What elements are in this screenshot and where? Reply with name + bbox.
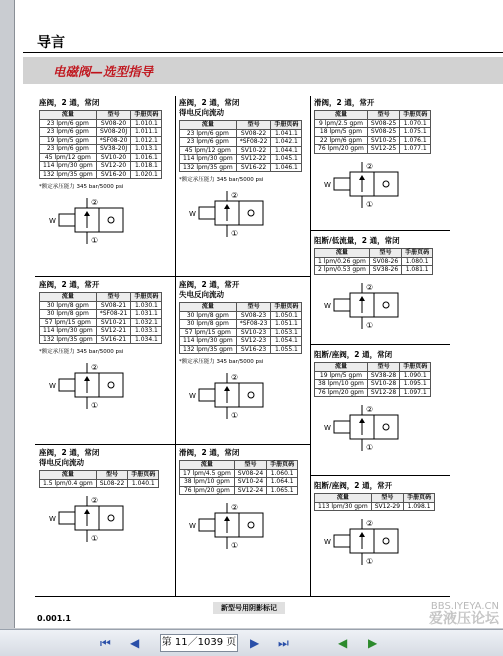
column-header: 型号 xyxy=(236,303,271,312)
table-cell: 1.090.1 xyxy=(400,371,431,380)
table-cell: SV16-22 xyxy=(236,163,271,172)
column-header: 型号 xyxy=(367,111,399,120)
grid-divider xyxy=(35,276,310,277)
table-row xyxy=(315,128,431,137)
table-row xyxy=(315,145,431,154)
valve-panel xyxy=(314,350,431,453)
port-2-label: ② xyxy=(91,198,99,207)
table-row xyxy=(180,345,302,354)
column-header: 流量 xyxy=(40,471,97,480)
column-header: 手册页码 xyxy=(128,471,159,480)
table-cell: SV12-25 xyxy=(367,145,399,154)
column-header: 手册页码 xyxy=(400,363,431,372)
table-row xyxy=(180,337,302,346)
table-cell: 23 lpm/6 gpm xyxy=(180,138,237,147)
port-1-label: ① xyxy=(366,320,374,330)
table-cell: SV38-20J xyxy=(96,145,131,154)
table-cell: 113 lpm/30 gpm xyxy=(315,502,372,511)
watermark-text: 爱液压论坛 xyxy=(429,611,499,627)
column-header: 流量 xyxy=(40,111,97,120)
table-cell: 1.013.1 xyxy=(131,145,162,154)
table-cell: 23 lpm/6 gpm xyxy=(40,119,97,128)
table-row xyxy=(40,170,162,179)
table-row xyxy=(40,318,162,327)
table-row xyxy=(315,257,433,266)
page-code: 0.001.1 xyxy=(37,614,71,623)
column-header: 流量 xyxy=(40,293,97,302)
table-cell: SV08-23 xyxy=(236,311,271,320)
panel-caption: 阻断/低流量，2 通，常闭 xyxy=(314,236,400,245)
page-number-field[interactable]: 第 11／1039 页 xyxy=(160,634,238,652)
table-cell: 19 lpm/5 gpm xyxy=(315,371,368,380)
port-1-label: ① xyxy=(91,534,99,543)
table-row xyxy=(315,136,431,145)
valve-symbol-icon xyxy=(322,160,402,210)
model-table xyxy=(179,302,302,354)
column-header: 型号 xyxy=(236,121,271,130)
column-header: 流量 xyxy=(315,494,372,503)
table-cell: SV38-28 xyxy=(367,371,399,380)
table-cell: 1.051.1 xyxy=(271,320,302,329)
table-cell: *SF08-21 xyxy=(96,310,131,319)
grid-divider xyxy=(310,96,311,596)
panel-caption: 座阀，2 通，常开 xyxy=(39,280,100,289)
grid-divider xyxy=(310,475,450,476)
table-cell: 132 lpm/35 gpm xyxy=(40,170,97,179)
port-2-label: ② xyxy=(91,496,99,505)
model-table xyxy=(39,470,159,488)
table-cell: SL08-22 xyxy=(96,479,128,488)
column-header: 手册页码 xyxy=(400,111,431,120)
table-row xyxy=(315,119,431,128)
column-header: 手册页码 xyxy=(404,494,435,503)
panel-caption: 座阀，2 通，常开 xyxy=(179,280,240,289)
coil-label: W xyxy=(49,515,56,523)
table-cell: 1.044.1 xyxy=(271,146,302,155)
port-2-label: ② xyxy=(91,363,99,372)
coil-label: W xyxy=(324,538,331,546)
model-table xyxy=(314,493,435,511)
section-banner xyxy=(23,57,503,84)
table-cell: SV12-22 xyxy=(236,155,271,164)
table-cell: 1.053.1 xyxy=(271,328,302,337)
table-cell: 22 lpm/6 gpm xyxy=(315,136,368,145)
valve-panel xyxy=(314,481,435,567)
port-1-label: ① xyxy=(91,236,99,245)
table-cell: SV08-24 xyxy=(234,469,266,478)
table-cell: 30 lpm/8 gpm xyxy=(40,310,97,319)
grid-divider xyxy=(310,230,450,231)
rating-note: *额定承压能力 345 bar/5000 psi xyxy=(179,359,264,365)
coil-label: W xyxy=(324,180,331,189)
port-2-label: ② xyxy=(366,519,374,528)
table-cell: 132 lpm/35 gpm xyxy=(40,335,97,344)
table-cell: SV10-28 xyxy=(367,380,399,389)
table-row xyxy=(180,478,298,487)
pdf-toolbar xyxy=(0,629,503,656)
table-cell: 1.010.1 xyxy=(131,119,162,128)
table-cell: 2 lpm/0.53 gpm xyxy=(315,266,370,275)
table-cell: 1.080.1 xyxy=(402,257,433,266)
table-cell: 19 lpm/5 gpm xyxy=(40,136,97,145)
watermark-url: BBS.IYEYA.CN xyxy=(430,601,499,612)
table-cell: 1.012.1 xyxy=(131,136,162,145)
grid-divider xyxy=(175,96,176,596)
table-cell: 45 lpm/12 gpm xyxy=(40,153,97,162)
panel-caption: 滑阀，2 通，常开 xyxy=(314,98,375,107)
back-icon[interactable]: ◀ xyxy=(338,636,348,650)
table-cell: 1.045.1 xyxy=(271,155,302,164)
table-cell: 1.042.1 xyxy=(271,138,302,147)
table-cell: SV08-22 xyxy=(236,129,271,138)
table-row xyxy=(315,371,431,380)
table-row xyxy=(180,129,302,138)
column-header: 手册页码 xyxy=(267,461,298,470)
table-cell: 23 lpm/6 gpm xyxy=(40,145,97,154)
table-row xyxy=(180,469,298,478)
panel-caption: 阻断/座阀，2 通，常开 xyxy=(314,481,393,490)
table-cell: 1.031.1 xyxy=(131,310,162,319)
valve-panel xyxy=(314,236,433,331)
rating-note: *额定承压能力 345 bar/5000 psi xyxy=(39,184,124,190)
model-table xyxy=(39,110,162,179)
model-table xyxy=(314,110,431,154)
table-cell: 1 lpm/0.26 gpm xyxy=(315,257,370,266)
valve-panel xyxy=(39,280,162,411)
port-1-label: ① xyxy=(231,229,239,238)
column-header: 型号 xyxy=(367,363,399,372)
table-cell: 1.046.1 xyxy=(271,163,302,172)
table-cell: SV10-20 xyxy=(96,153,131,162)
table-cell: 9 lpm/2.5 gpm xyxy=(315,119,368,128)
valve-panel xyxy=(314,98,431,210)
table-cell: 1.064.1 xyxy=(267,478,298,487)
table-cell: 1.018.1 xyxy=(131,162,162,171)
table-cell: 114 lpm/30 gpm xyxy=(180,337,237,346)
model-table xyxy=(314,248,433,275)
table-cell: SV08-25 xyxy=(367,119,399,128)
table-cell: 76 lpm/20 gpm xyxy=(315,145,368,154)
port-2-label: ② xyxy=(366,161,374,171)
coil-label: W xyxy=(49,217,56,225)
table-cell: SV08-21 xyxy=(96,301,131,310)
table-row xyxy=(40,327,162,336)
valve-symbol-icon xyxy=(47,494,127,544)
column-header: 手册页码 xyxy=(131,293,162,302)
table-cell: 1.070.1 xyxy=(400,119,431,128)
port-2-label: ② xyxy=(366,282,374,292)
table-row xyxy=(40,136,162,145)
footer-note: 新型号用阴影标记 xyxy=(213,602,285,614)
table-cell: 1.5 lpm/0.4 gpm xyxy=(40,479,97,488)
table-row xyxy=(40,119,162,128)
table-cell: SV08-25 xyxy=(367,128,399,137)
model-table xyxy=(39,292,162,344)
table-row xyxy=(180,320,302,329)
valve-panel xyxy=(39,448,159,544)
table-cell: 114 lpm/30 gpm xyxy=(40,162,97,171)
valve-symbol-icon xyxy=(187,501,267,551)
valve-panel xyxy=(179,280,302,421)
table-cell: SV12-29 xyxy=(371,502,403,511)
table-row xyxy=(40,310,162,319)
forward-icon[interactable]: ▶ xyxy=(368,636,378,650)
coil-label: W xyxy=(324,301,331,310)
table-cell: 1.030.1 xyxy=(131,301,162,310)
table-cell: 1.081.1 xyxy=(402,266,433,275)
coil-label: W xyxy=(49,382,56,390)
valve-symbol-icon xyxy=(47,361,127,411)
column-header: 流量 xyxy=(180,461,235,470)
valve-panel xyxy=(179,98,302,239)
table-cell: SV08-20J xyxy=(96,128,131,137)
port-1-label: ① xyxy=(91,401,99,410)
table-row xyxy=(180,146,302,155)
column-header: 型号 xyxy=(96,293,131,302)
column-header: 型号 xyxy=(96,471,128,480)
model-table xyxy=(314,362,431,397)
table-cell: 114 lpm/30 gpm xyxy=(180,155,237,164)
port-2-label: ② xyxy=(231,373,239,382)
table-cell: 1.032.1 xyxy=(131,318,162,327)
table-cell: SV12-28 xyxy=(367,388,399,397)
title-rule xyxy=(23,52,503,53)
port-2-label: ② xyxy=(366,405,374,414)
valve-symbol-icon xyxy=(322,517,402,567)
previous-page-icon[interactable]: ◀ xyxy=(130,636,140,650)
valve-symbol-icon xyxy=(322,403,402,453)
table-cell: 1.033.1 xyxy=(131,327,162,336)
table-row xyxy=(180,155,302,164)
port-1-label: ① xyxy=(366,199,374,209)
column-header: 流量 xyxy=(315,363,368,372)
panel-caption: 滑阀，2 通，常闭 xyxy=(179,448,240,457)
table-cell: SV08-20 xyxy=(96,119,131,128)
valve-panel xyxy=(39,98,162,246)
table-row xyxy=(40,301,162,310)
table-cell: 1.040.1 xyxy=(128,479,159,488)
port-1-label: ① xyxy=(366,443,374,452)
column-header: 型号 xyxy=(369,249,401,258)
table-row xyxy=(315,266,433,275)
table-cell: SV16-23 xyxy=(236,345,271,354)
table-cell: SV38-26 xyxy=(369,266,401,275)
table-row xyxy=(180,486,298,495)
table-cell: *SF08-22 xyxy=(236,138,271,147)
column-header: 手册页码 xyxy=(402,249,433,258)
panel-caption: 座阀，2 通，常闭 xyxy=(39,98,100,107)
column-header: 手册页码 xyxy=(271,303,302,312)
table-row xyxy=(315,380,431,389)
table-cell: 76 lpm/20 gpm xyxy=(180,486,235,495)
table-cell: 132 lpm/35 gpm xyxy=(180,163,237,172)
watermark xyxy=(429,600,499,626)
valve-symbol-icon xyxy=(322,281,402,331)
column-header: 手册页码 xyxy=(271,121,302,130)
table-cell: 1.055.1 xyxy=(271,345,302,354)
port-2-label: ② xyxy=(231,503,239,512)
table-cell: 30 lpm/8 gpm xyxy=(180,311,237,320)
table-row xyxy=(180,163,302,172)
table-cell: 1.077.1 xyxy=(400,145,431,154)
table-row xyxy=(180,138,302,147)
table-row xyxy=(40,145,162,154)
table-cell: 57 lpm/15 gpm xyxy=(40,318,97,327)
table-cell: SV16-20 xyxy=(96,170,131,179)
port-1-label: ① xyxy=(366,557,374,566)
table-row xyxy=(40,128,162,137)
table-cell: SV10-24 xyxy=(234,478,266,487)
valve-panel xyxy=(179,448,298,551)
document-page xyxy=(14,0,503,628)
table-cell: 57 lpm/15 gpm xyxy=(180,328,237,337)
port-2-label: ② xyxy=(231,191,239,200)
coil-label: W xyxy=(324,424,331,432)
table-cell: 1.054.1 xyxy=(271,337,302,346)
table-cell: SV10-25 xyxy=(367,136,399,145)
table-cell: 114 lpm/30 gpm xyxy=(40,327,97,336)
panel-caption: 座阀，2 通，常闭 xyxy=(39,448,100,457)
table-cell: SV12-21 xyxy=(96,327,131,336)
table-cell: 38 lpm/10 gpm xyxy=(315,380,368,389)
table-row xyxy=(315,502,435,511)
table-cell: 1.098.1 xyxy=(404,502,435,511)
panel-caption: 阻断/座阀，2 通，常闭 xyxy=(314,350,393,359)
table-cell: 76 lpm/20 gpm xyxy=(315,388,368,397)
coil-label: W xyxy=(189,522,196,530)
table-cell: SV16-21 xyxy=(96,335,131,344)
next-page-icon[interactable]: ▶ xyxy=(250,636,260,650)
table-cell: 132 lpm/35 gpm xyxy=(180,345,237,354)
coil-label: W xyxy=(189,210,196,218)
table-cell: SV12-23 xyxy=(236,337,271,346)
table-cell: 1.065.1 xyxy=(267,486,298,495)
port-1-label: ① xyxy=(231,541,239,550)
table-cell: 17 lpm/4.5 gpm xyxy=(180,469,235,478)
table-cell: 23 lpm/6 gpm xyxy=(40,128,97,137)
table-cell: 38 lpm/10 gpm xyxy=(180,478,235,487)
grid-divider xyxy=(35,444,310,445)
panel-caption: 失电反向流动 xyxy=(179,290,224,299)
panel-caption: 座阀，2 通，常闭 xyxy=(179,98,240,107)
table-cell: 45 lpm/12 gpm xyxy=(180,146,237,155)
table-cell: 1.041.1 xyxy=(271,129,302,138)
table-cell: 1.034.1 xyxy=(131,335,162,344)
table-cell: SV10-23 xyxy=(236,328,271,337)
table-cell: SV10-21 xyxy=(96,318,131,327)
panel-caption: 得电反向流动 xyxy=(39,458,84,467)
first-page-icon[interactable]: ⏮ xyxy=(100,636,111,650)
grid-divider xyxy=(35,596,450,597)
table-row xyxy=(40,153,162,162)
table-cell: 1.075.1 xyxy=(400,128,431,137)
table-row xyxy=(180,311,302,320)
banner-text: 电磁阀—选型指导 xyxy=(53,64,154,79)
model-table xyxy=(179,460,298,495)
rating-note: *额定承压能力 345 bar/5000 psi xyxy=(179,177,264,183)
valve-symbol-icon xyxy=(187,371,267,421)
table-cell: 1.050.1 xyxy=(271,311,302,320)
grid-divider xyxy=(310,344,450,345)
model-table xyxy=(179,120,302,172)
page-title: 导言 xyxy=(37,35,65,51)
column-header: 型号 xyxy=(96,111,131,120)
last-page-icon[interactable]: ⏭ xyxy=(278,636,289,650)
table-row xyxy=(40,335,162,344)
table-cell: 30 lpm/8 gpm xyxy=(40,301,97,310)
table-cell: 1.020.1 xyxy=(131,170,162,179)
table-cell: 30 lpm/8 gpm xyxy=(180,320,237,329)
table-row xyxy=(315,388,431,397)
table-cell: *SF08-20 xyxy=(96,136,131,145)
port-1-label: ① xyxy=(231,411,239,420)
table-row xyxy=(180,328,302,337)
table-cell: 1.060.1 xyxy=(267,469,298,478)
table-cell: *SF08-23 xyxy=(236,320,271,329)
valve-symbol-icon xyxy=(47,196,127,246)
coil-label: W xyxy=(189,392,196,400)
table-cell: 1.016.1 xyxy=(131,153,162,162)
table-cell: SV12-20 xyxy=(96,162,131,171)
column-header: 型号 xyxy=(371,494,403,503)
column-header: 型号 xyxy=(234,461,266,470)
column-header: 流量 xyxy=(315,249,370,258)
panel-caption: 得电反向流动 xyxy=(179,108,224,117)
table-cell: SV10-22 xyxy=(236,146,271,155)
column-header: 手册页码 xyxy=(131,111,162,120)
table-row xyxy=(40,479,159,488)
column-header: 流量 xyxy=(315,111,368,120)
column-header: 流量 xyxy=(180,303,237,312)
table-cell: 1.095.1 xyxy=(400,380,431,389)
table-cell: 1.076.1 xyxy=(400,136,431,145)
table-cell: 1.011.1 xyxy=(131,128,162,137)
table-row xyxy=(40,162,162,171)
valve-symbol-icon xyxy=(187,189,267,239)
table-cell: 18 lpm/5 gpm xyxy=(315,128,368,137)
table-cell: 23 lpm/6 gpm xyxy=(180,129,237,138)
column-header: 流量 xyxy=(180,121,237,130)
table-cell: SV12-24 xyxy=(234,486,266,495)
table-cell: SV08-26 xyxy=(369,257,401,266)
table-cell: 1.097.1 xyxy=(400,388,431,397)
rating-note: *额定承压能力 345 bar/5000 psi xyxy=(39,349,124,355)
